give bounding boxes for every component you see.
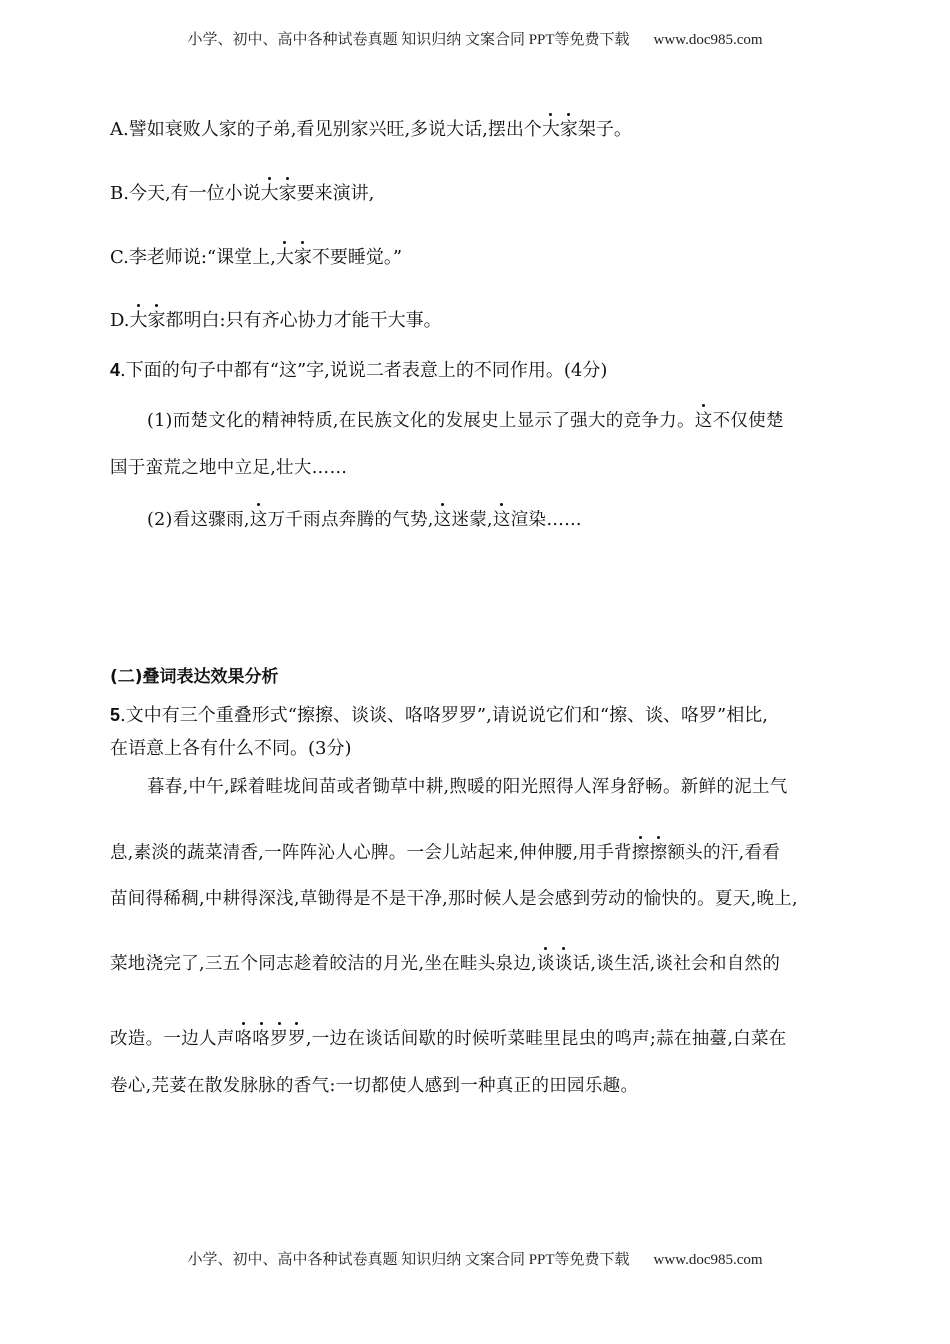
question-4: 4.下面的句子中都有“这”字,说说二者表意上的不同作用。(4分) <box>110 360 608 381</box>
q4-sentence-1: (1)而楚文化的精神特质,在民族文化的发展史上显示了强大的竞争力。这不仅使楚 <box>147 411 784 431</box>
emphasis-char: 谈 <box>554 954 573 974</box>
emphasis-char: 家 <box>147 310 166 331</box>
footer-site-link[interactable]: www.doc985.com <box>653 1252 763 1268</box>
passage-line: 菜地浇完了,三五个同志趁着皎洁的月光,坐在畦头泉边,谈谈话,谈生活,谈社会和自然的 <box>110 954 781 974</box>
question-5-cont: 在语意上各有什么不同。(3分) <box>110 738 352 759</box>
emphasis-char: 大 <box>541 119 560 140</box>
footer-text: 小学、初中、高中各种试卷真题 知识归纳 文案合同 PPT等免费下载 <box>187 1252 630 1268</box>
emphasis-char: 大 <box>260 183 279 204</box>
option-a: A.譬如衰败人家的子弟,看见别家兴旺,多说大话,摆出个大家架子。 <box>110 119 632 140</box>
emphasis-char: 家 <box>559 119 578 140</box>
option-d: D.大家都明白:只有齐心协力才能干大事。 <box>110 310 442 331</box>
passage-line: 暮春,中午,踩着畦垅间苗或者锄草中耕,煦暖的阳光照得人浑身舒畅。新鲜的泥土气 <box>147 777 788 797</box>
q4-sentence-1-cont: 国于蛮荒之地中立足,壮大…… <box>110 458 348 478</box>
q4-sentence-2: (2)看这骤雨,这万千雨点奔腾的气势,这迷蒙,这渲染…… <box>147 510 582 530</box>
emphasis-char: 罗 <box>270 1029 289 1049</box>
passage-line: 卷心,芫荽在散发脉脉的香气:一切都使人感到一种真正的田园乐趣。 <box>110 1076 639 1096</box>
emphasis-char: 大 <box>275 247 294 268</box>
page-header <box>0 28 950 49</box>
emphasis-char: 家 <box>293 247 312 268</box>
emphasis-char: 大 <box>129 310 148 331</box>
passage-line: 改造。一边人声咯咯罗罗,一边在谈话间歇的时候听菜畦里昆虫的鸣声;蒜在抽薹,白菜在 <box>110 1029 787 1049</box>
section-title: (二)叠词表达效果分析 <box>110 667 279 687</box>
emphasis-char: 这 <box>249 510 268 530</box>
emphasis-char: 擦 <box>649 843 668 863</box>
question-number: 5 <box>110 705 121 725</box>
emphasis-char: 这 <box>694 411 713 431</box>
option-b: B.今天,有一位小说大家要来演讲, <box>110 183 375 204</box>
emphasis-char: 这 <box>492 510 511 530</box>
page-footer <box>0 1248 950 1269</box>
passage-line: 苗间得稀稠,中耕得深浅,草锄得是不是干净,那时候人是会感到劳动的愉快的。夏天,晚上, <box>110 889 798 909</box>
emphasis-char: 咯 <box>252 1029 271 1049</box>
question-number: 4 <box>110 360 121 380</box>
emphasis-char: 擦 <box>631 843 650 863</box>
emphasis-char: 这 <box>433 510 452 530</box>
header-text: 小学、初中、高中各种试卷真题 知识归纳 文案合同 PPT等免费下载 <box>187 32 630 48</box>
passage-line: 息,素淡的蔬菜清香,一阵阵沁人心脾。一会儿站起来,伸伸腰,用手背擦擦额头的汗,看看 <box>110 843 781 863</box>
emphasis-char: 谈 <box>537 954 555 974</box>
emphasis-char: 家 <box>278 183 297 204</box>
emphasis-char: 罗 <box>288 1029 306 1049</box>
question-5: 5.文中有三个重叠形式“擦擦、谈谈、咯咯罗罗”,请说说它们和“擦、谈、咯罗”相比, <box>110 705 768 726</box>
header-site-link[interactable]: www.doc985.com <box>653 32 763 48</box>
option-c: C.李老师说:“课堂上,大家不要睡觉。” <box>110 247 403 268</box>
emphasis-char: 咯 <box>234 1029 253 1049</box>
